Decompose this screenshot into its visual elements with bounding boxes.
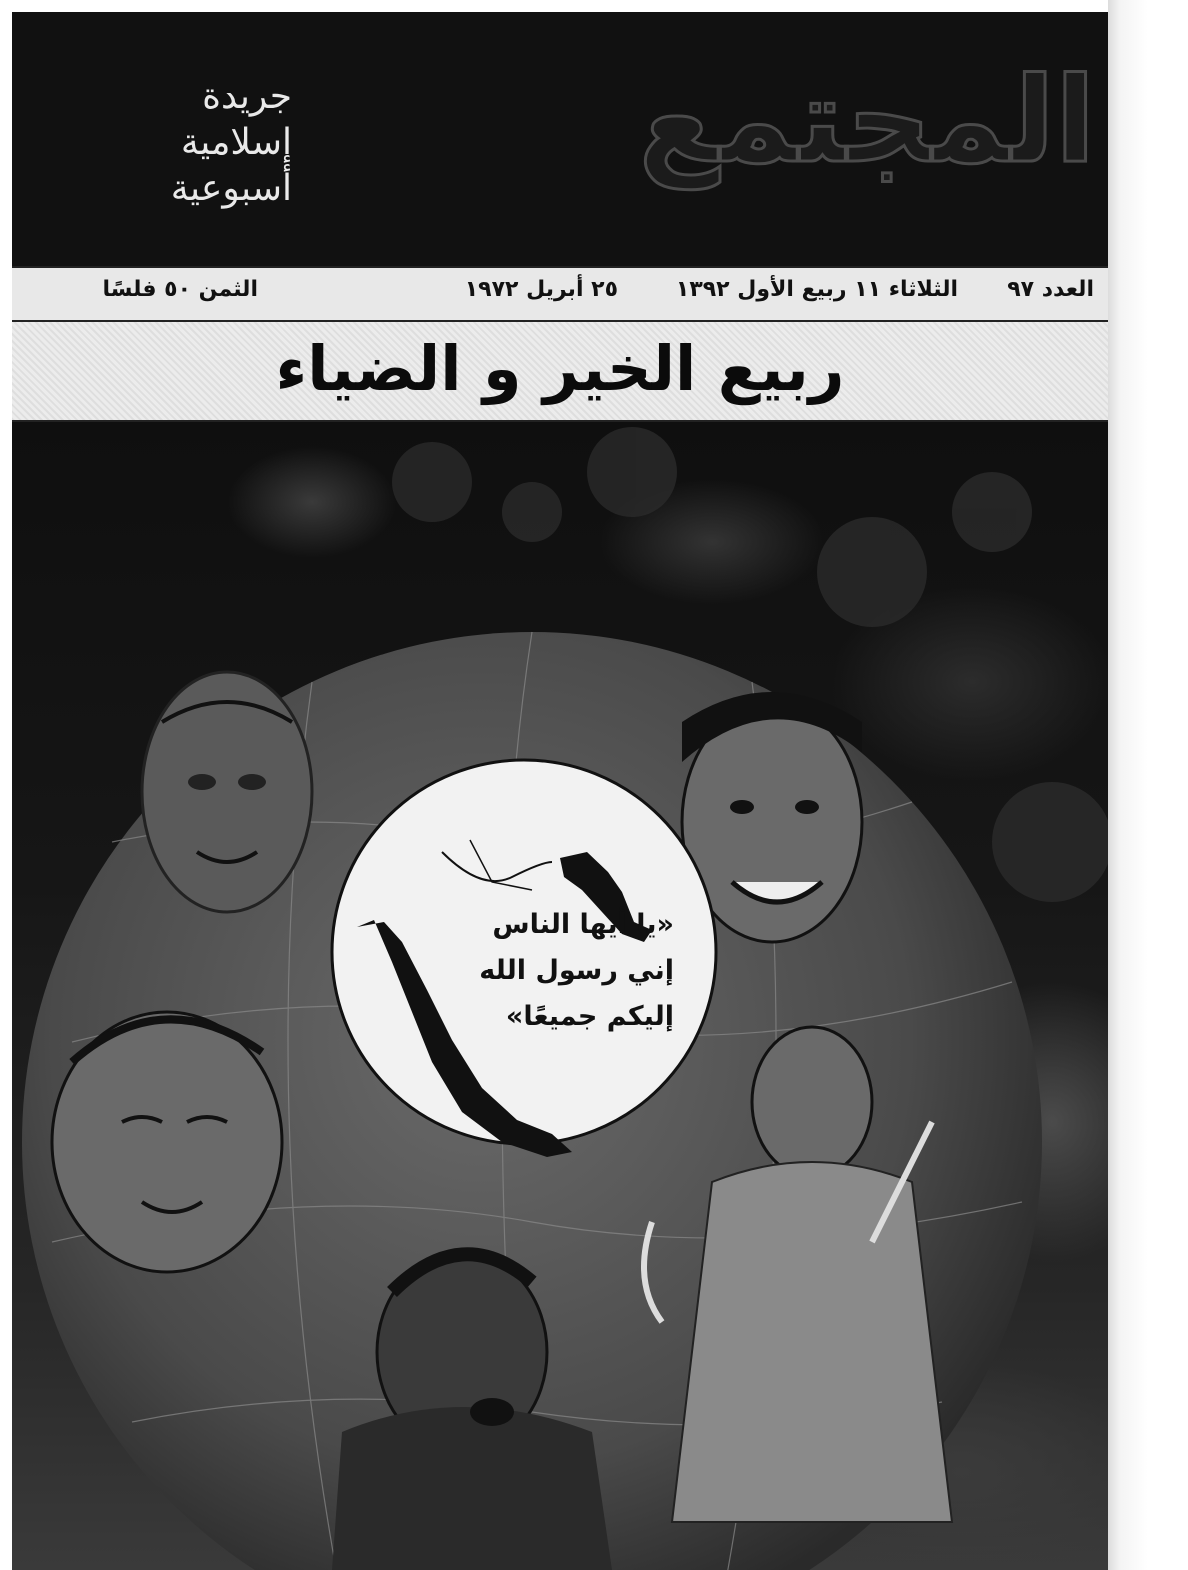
- quote-line: إني رسول الله: [479, 955, 674, 986]
- caricature-left-top: [142, 672, 312, 912]
- page-edge: [1108, 0, 1188, 1570]
- headline: ربيع الخير و الضياء: [275, 332, 845, 405]
- hijri-date: الثلاثاء ١١ ربيع الأول ١٣٩٢: [675, 277, 958, 302]
- tagline: [82, 74, 292, 212]
- tagline-line: إسلامية: [180, 122, 292, 163]
- price: الثمن ٥٠ فلسًا: [102, 277, 258, 302]
- masthead: [12, 12, 1108, 266]
- cover-quote: [404, 902, 674, 1040]
- issue-number: العدد ٩٧: [1007, 277, 1094, 302]
- headline-bar: [12, 322, 1108, 422]
- caricature-left-bottom: [52, 1012, 282, 1272]
- cover-photo: [12, 422, 1108, 1570]
- quote-line: «يا أيها الناس: [492, 909, 674, 940]
- newspaper-logo: المجتمع: [638, 51, 1096, 189]
- quote-line: إليكم جميعًا»: [505, 1001, 674, 1032]
- issue-info-bar: [12, 266, 1108, 322]
- tagline-line: جريدة: [202, 76, 292, 117]
- tagline-line: أسبوعية: [170, 168, 292, 209]
- gregorian-date: ٢٥ أبريل ١٩٧٢: [464, 277, 618, 302]
